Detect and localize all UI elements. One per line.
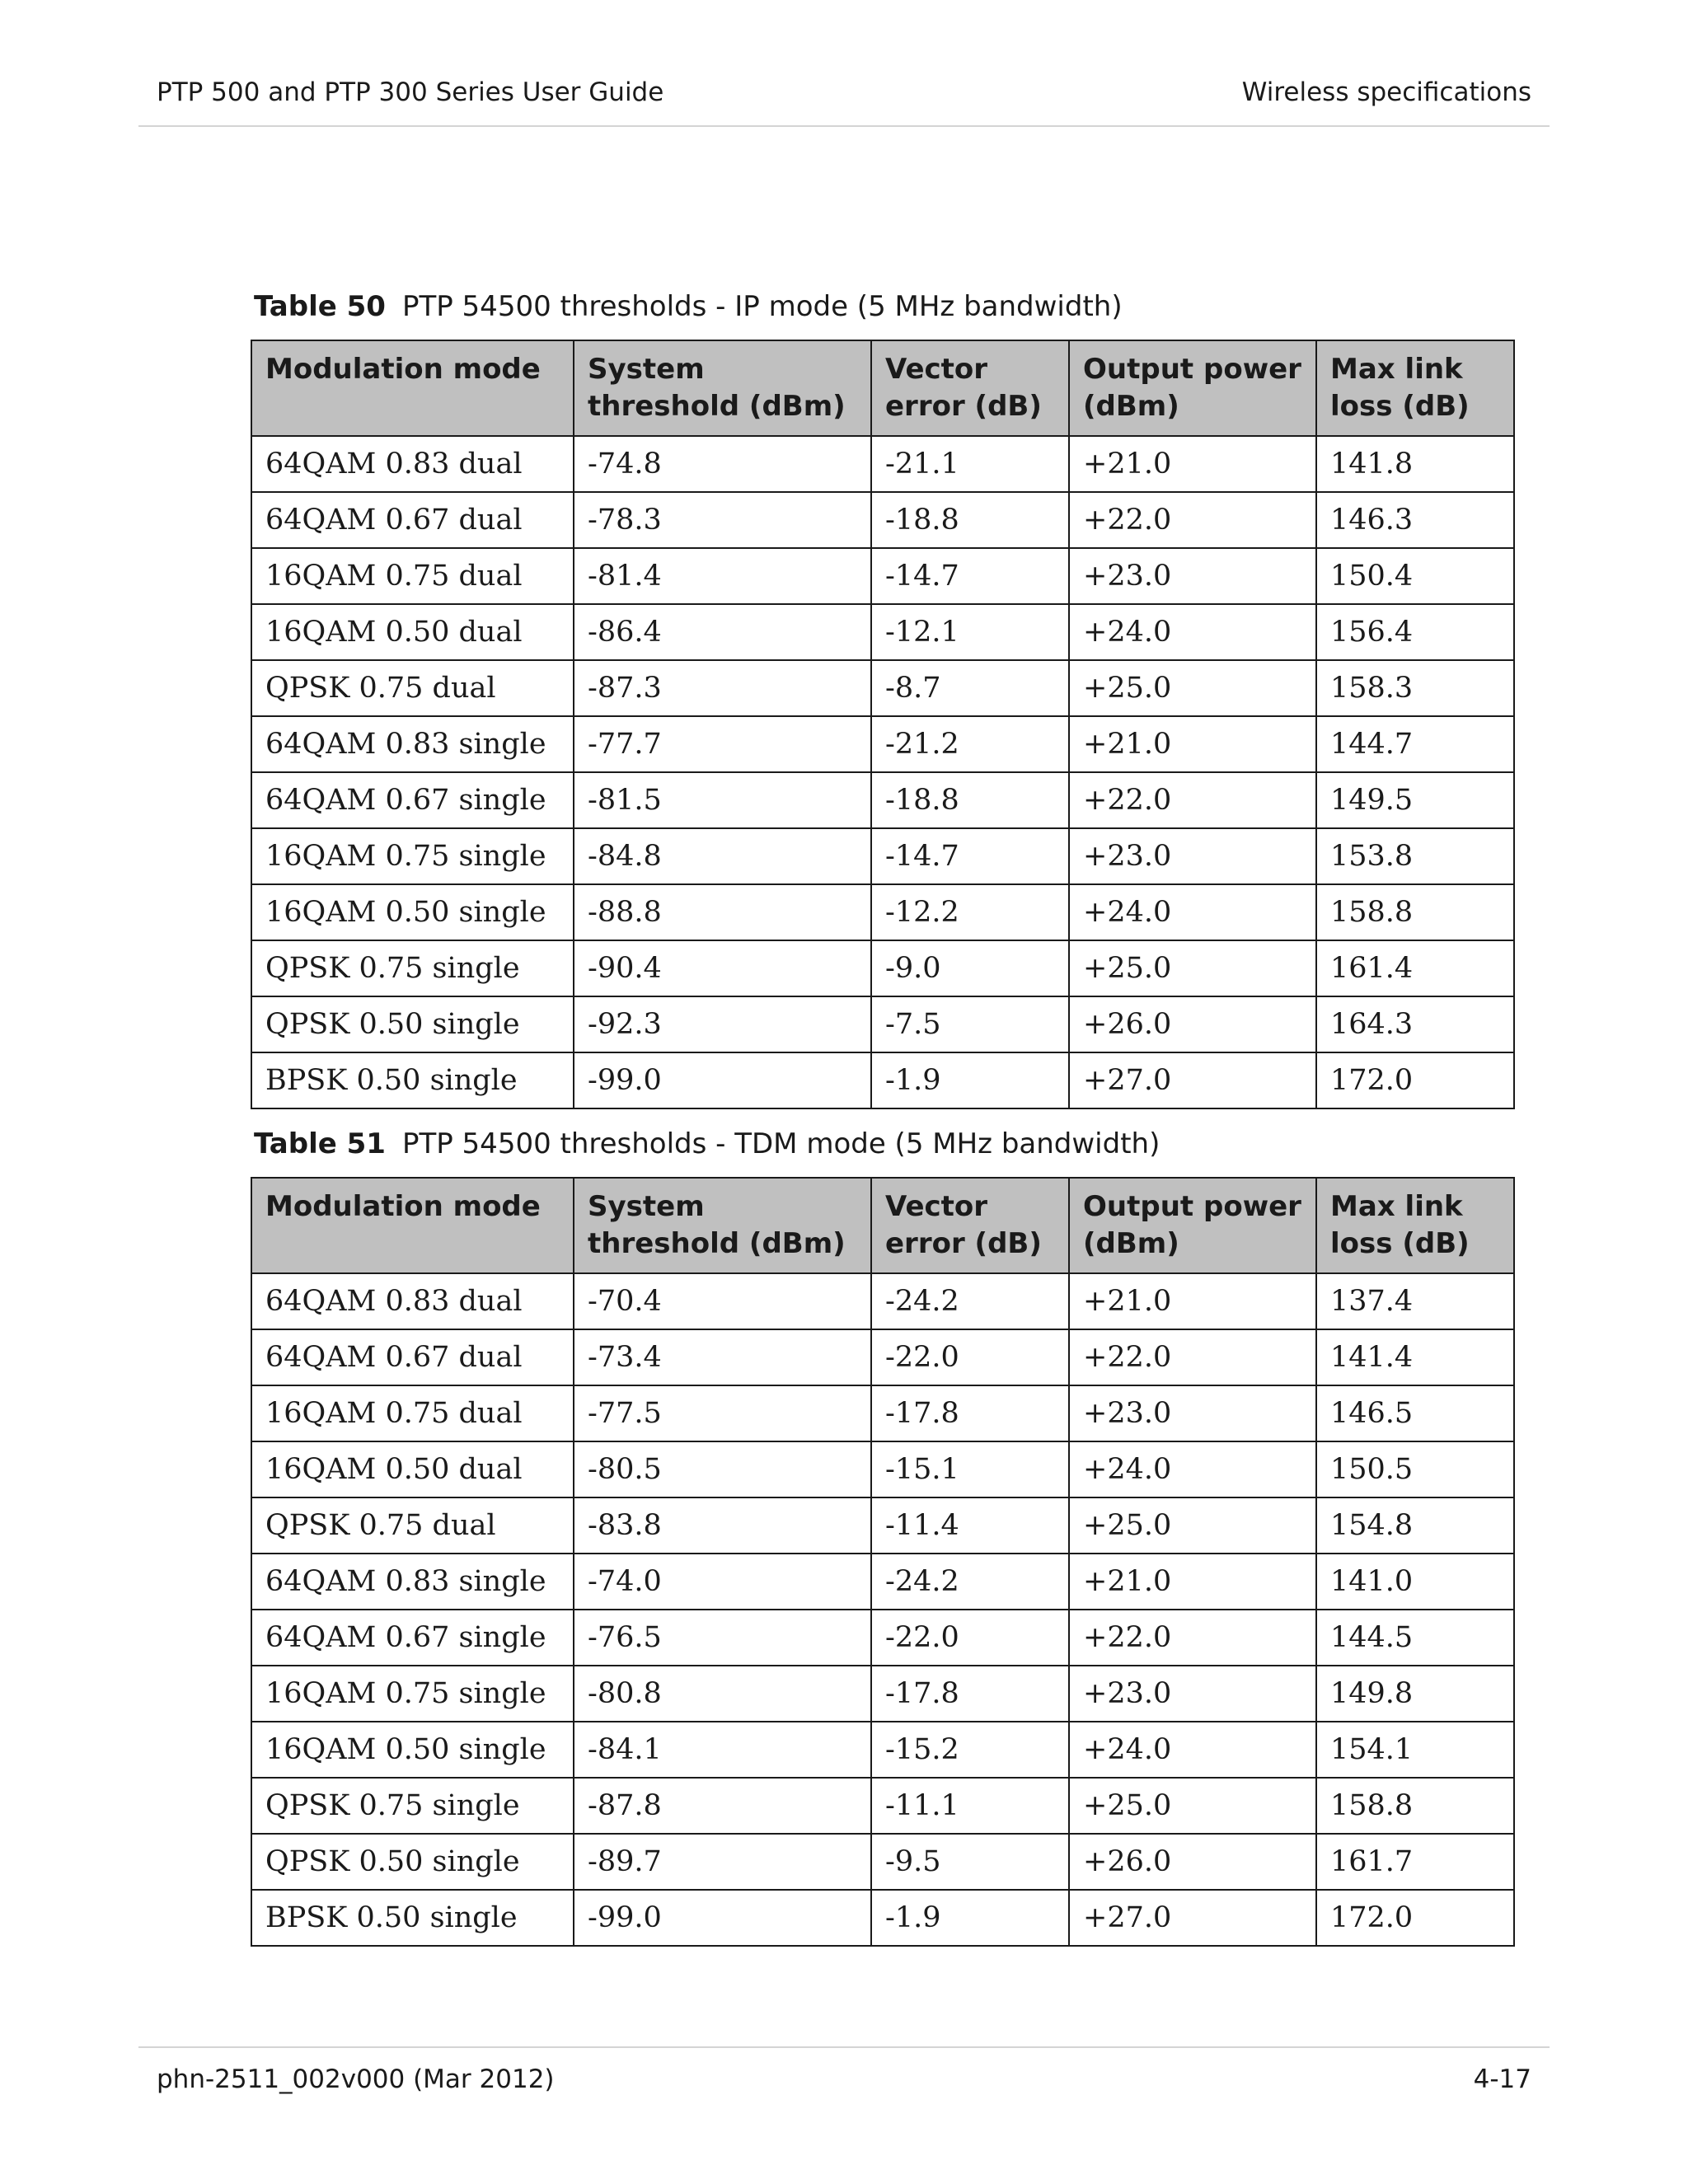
table-cell: 141.8 [1316,436,1514,492]
table-row [251,1834,1514,1890]
table-cell: -24.2 [871,1273,1069,1329]
column-header-line: error (dB) [885,390,1042,423]
table-cell: 150.4 [1316,548,1514,604]
table-cell: 64QAM 0.67 dual [251,1329,574,1385]
table-cell: QPSK 0.50 single [251,996,574,1052]
table-row [251,1666,1514,1722]
table-cell: +24.0 [1069,604,1316,660]
table-cell: 16QAM 0.75 dual [251,1385,574,1441]
table-row [251,1890,1514,1946]
column-header-line: error (dB) [885,1227,1042,1260]
table-cell: -22.0 [871,1329,1069,1385]
table-cell: -90.4 [574,940,871,996]
table-cell: +23.0 [1069,828,1316,884]
table-cell: +24.0 [1069,1441,1316,1497]
table-row [251,1441,1514,1497]
table-cell: QPSK 0.75 single [251,1778,574,1834]
table-cell: 16QAM 0.50 single [251,884,574,940]
table-cell: -1.9 [871,1890,1069,1946]
table-row [251,828,1514,884]
table-cell: -77.7 [574,716,871,772]
table-cell: 64QAM 0.83 single [251,716,574,772]
column-header-line: Vector [885,353,988,386]
page-footer [138,2046,1550,2094]
table-cell: +25.0 [1069,1778,1316,1834]
table-cell: 164.3 [1316,996,1514,1052]
table-cell: 172.0 [1316,1052,1514,1108]
table-row [251,548,1514,604]
table-50-title: PTP 54500 thresholds - IP mode (5 MHz bandwidth) [401,290,1123,323]
table-cell: -14.7 [871,828,1069,884]
table-row [251,660,1514,716]
table-cell: 154.1 [1316,1722,1514,1778]
table-cell: +26.0 [1069,1834,1316,1890]
table-row [251,492,1514,548]
column-header-line: (dBm) [1083,1227,1179,1260]
table-row [251,1778,1514,1834]
table-cell: +25.0 [1069,1497,1316,1554]
table-cell: -88.8 [574,884,871,940]
page-header [138,74,1550,127]
header-section-title: Wireless specifications [1241,77,1531,107]
table-cell: -1.9 [871,1052,1069,1108]
table-cell: 144.5 [1316,1610,1514,1666]
table-cell: 158.8 [1316,884,1514,940]
table-cell: 154.8 [1316,1497,1514,1554]
table-cell: -80.8 [574,1666,871,1722]
column-header [1316,1178,1514,1273]
table-cell: 149.5 [1316,772,1514,828]
column-header-line: Output power [1083,1190,1301,1223]
table-51-tdm-mode [251,1177,1515,1947]
table-row [251,940,1514,996]
table-row [251,1554,1514,1610]
table-cell: 64QAM 0.67 dual [251,492,574,548]
table-row [251,1329,1514,1385]
table-cell: +21.0 [1069,716,1316,772]
table-cell: -21.2 [871,716,1069,772]
table-cell: +26.0 [1069,996,1316,1052]
table-cell: 146.5 [1316,1385,1514,1441]
table-cell: +21.0 [1069,436,1316,492]
table-cell: -89.7 [574,1834,871,1890]
table-cell: -14.7 [871,548,1069,604]
table-cell: +25.0 [1069,940,1316,996]
table-cell: 137.4 [1316,1273,1514,1329]
table-cell: -87.3 [574,660,871,716]
table-cell: 161.4 [1316,940,1514,996]
table-cell: QPSK 0.75 dual [251,660,574,716]
table-cell: -78.3 [574,492,871,548]
table-cell: -81.5 [574,772,871,828]
table-cell: +24.0 [1069,884,1316,940]
table-cell: 146.3 [1316,492,1514,548]
table-row [251,996,1514,1052]
table-cell: +22.0 [1069,492,1316,548]
column-header-line: Modulation mode [265,353,541,386]
table-cell: 141.0 [1316,1554,1514,1610]
table-cell: -7.5 [871,996,1069,1052]
table-row [251,436,1514,492]
table-cell: -73.4 [574,1329,871,1385]
column-header-line: threshold (dBm) [588,390,846,423]
table-cell: -21.1 [871,436,1069,492]
table-row [251,884,1514,940]
table-cell: 16QAM 0.75 single [251,1666,574,1722]
table-cell: -76.5 [574,1610,871,1666]
table-cell: -15.1 [871,1441,1069,1497]
footer-document-id: phn-2511_002v000 (Mar 2012) [157,2064,555,2094]
table-row [251,1273,1514,1329]
table-cell: +24.0 [1069,1722,1316,1778]
table-cell: 161.7 [1316,1834,1514,1890]
column-header [251,340,574,436]
table-cell: -77.5 [574,1385,871,1441]
column-header-line: threshold (dBm) [588,1227,846,1260]
column-header-line: Max link [1330,353,1463,386]
table-cell: -11.4 [871,1497,1069,1554]
table-cell: -81.4 [574,548,871,604]
table-cell: -12.2 [871,884,1069,940]
table-header-row [251,340,1514,436]
table-cell: 64QAM 0.67 single [251,772,574,828]
table-cell: -74.0 [574,1554,871,1610]
table-cell: -70.4 [574,1273,871,1329]
table-cell: -17.8 [871,1385,1069,1441]
table-row [251,1722,1514,1778]
table-cell: QPSK 0.75 single [251,940,574,996]
table-cell: 158.8 [1316,1778,1514,1834]
table-header-row [251,1178,1514,1273]
table-cell: 158.3 [1316,660,1514,716]
column-header-line: loss (dB) [1330,390,1470,423]
table-cell: +27.0 [1069,1890,1316,1946]
table-cell: -17.8 [871,1666,1069,1722]
column-header [871,340,1069,436]
table-cell: +22.0 [1069,772,1316,828]
column-header-line: Modulation mode [265,1190,541,1223]
table-cell: 64QAM 0.67 single [251,1610,574,1666]
table-cell: -8.7 [871,660,1069,716]
table-cell: -12.1 [871,604,1069,660]
table-cell: -24.2 [871,1554,1069,1610]
table-cell: +22.0 [1069,1329,1316,1385]
table-cell: QPSK 0.50 single [251,1834,574,1890]
table-row [251,1497,1514,1554]
table-row [251,772,1514,828]
table-row [251,1052,1514,1108]
table-row [251,1385,1514,1441]
table-cell: -11.1 [871,1778,1069,1834]
column-header [251,1178,574,1273]
table-cell: 16QAM 0.50 dual [251,604,574,660]
table-cell: -18.8 [871,492,1069,548]
table-cell: 172.0 [1316,1890,1514,1946]
table-cell: BPSK 0.50 single [251,1890,574,1946]
table-cell: 64QAM 0.83 single [251,1554,574,1610]
table-cell: -15.2 [871,1722,1069,1778]
table-cell: 16QAM 0.75 single [251,828,574,884]
table-cell: 141.4 [1316,1329,1514,1385]
column-header [1316,340,1514,436]
column-header [1069,340,1316,436]
table-cell: -22.0 [871,1610,1069,1666]
table-cell: -74.8 [574,436,871,492]
column-header [574,340,871,436]
table-cell: +21.0 [1069,1554,1316,1610]
table-cell: 156.4 [1316,604,1514,660]
table-50-ip-mode [251,340,1515,1109]
column-header-line: System [588,1190,705,1223]
table-cell: 150.5 [1316,1441,1514,1497]
table-cell: -83.8 [574,1497,871,1554]
column-header-line: loss (dB) [1330,1227,1470,1260]
table-cell: -87.8 [574,1778,871,1834]
table-cell: -18.8 [871,772,1069,828]
table-51-label: Table 51 [254,1127,386,1160]
table-cell: -9.0 [871,940,1069,996]
table-cell: 16QAM 0.50 single [251,1722,574,1778]
table-cell: 153.8 [1316,828,1514,884]
column-header-line: Vector [885,1190,988,1223]
table-cell: 64QAM 0.83 dual [251,1273,574,1329]
table-cell: -99.0 [574,1890,871,1946]
table-cell: QPSK 0.75 dual [251,1497,574,1554]
table-cell: +22.0 [1069,1610,1316,1666]
table-51-title: PTP 54500 thresholds - TDM mode (5 MHz bandwidth) [401,1127,1160,1160]
column-header [574,1178,871,1273]
table-cell: +23.0 [1069,548,1316,604]
table-cell: 16QAM 0.75 dual [251,548,574,604]
footer-page-number: 4-17 [1473,2064,1531,2094]
table-cell: 144.7 [1316,716,1514,772]
table-cell: -80.5 [574,1441,871,1497]
table-cell: -99.0 [574,1052,871,1108]
table-cell: +25.0 [1069,660,1316,716]
table-cell: 149.8 [1316,1666,1514,1722]
table-cell: -9.5 [871,1834,1069,1890]
column-header-line: Max link [1330,1190,1463,1223]
table-cell: +21.0 [1069,1273,1316,1329]
table-cell: -92.3 [574,996,871,1052]
table-row [251,716,1514,772]
table-cell: -86.4 [574,604,871,660]
column-header-line: Output power [1083,353,1301,386]
table-row [251,1610,1514,1666]
table-cell: -84.8 [574,828,871,884]
table-cell: 64QAM 0.83 dual [251,436,574,492]
header-document-title: PTP 500 and PTP 300 Series User Guide [157,77,664,107]
column-header [871,1178,1069,1273]
column-header-line: (dBm) [1083,390,1179,423]
table-51-caption [254,1127,1160,1160]
table-50-caption [254,290,1123,323]
table-cell: BPSK 0.50 single [251,1052,574,1108]
table-cell: +27.0 [1069,1052,1316,1108]
table-cell: +23.0 [1069,1666,1316,1722]
table-row [251,604,1514,660]
table-cell: 16QAM 0.50 dual [251,1441,574,1497]
column-header [1069,1178,1316,1273]
table-cell: -84.1 [574,1722,871,1778]
table-cell: +23.0 [1069,1385,1316,1441]
table-50-label: Table 50 [254,290,386,323]
column-header-line: System [588,353,705,386]
